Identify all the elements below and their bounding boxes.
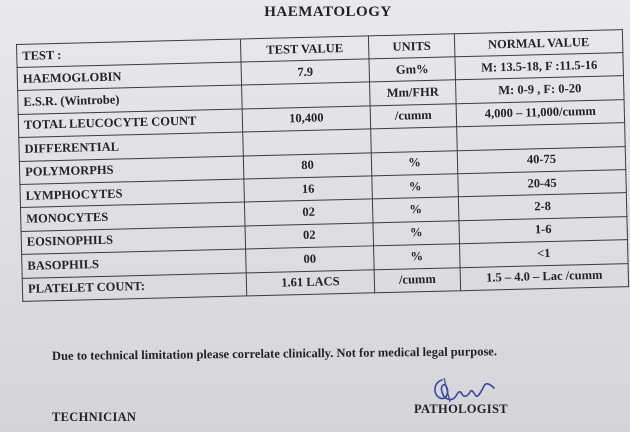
test-value-cell: 02 (244, 199, 373, 226)
header-units: UNITS (368, 34, 455, 59)
normal-value-cell: 20-45 (458, 170, 627, 197)
disclaimer-note: Due to technical limitation please correlate clinically. Not for medical legal purpose. (51, 344, 498, 363)
unit-cell: Gm% (369, 57, 456, 82)
normal-value-cell: M: 13.5-18, F :11.5-16 (455, 53, 624, 80)
test-name-cell: TOTAL LEUCOCYTE COUNT (18, 109, 243, 138)
normal-value-cell: 1-6 (459, 216, 628, 243)
unit-cell: /cumm (374, 267, 461, 293)
unit-cell (371, 127, 458, 152)
haematology-table (16, 29, 629, 302)
test-name-cell: MONOCYTES (21, 202, 246, 231)
test-value-cell: 02 (245, 223, 374, 250)
unit-cell: % (374, 244, 461, 269)
technician-label: TECHNICIAN (52, 410, 137, 424)
test-name-cell: EOSINOPHILS (21, 226, 246, 255)
test-value-cell (242, 82, 371, 109)
header-test: TEST : (17, 39, 241, 67)
test-name-cell: DIFFERENTIAL (19, 132, 244, 161)
test-value-cell: 00 (246, 246, 375, 273)
normal-value-cell: <1 (460, 240, 629, 267)
test-value-cell (243, 129, 372, 156)
test-value-cell: 16 (244, 176, 373, 203)
unit-cell: /cumm (370, 104, 457, 129)
test-name-cell: HAEMOGLOBIN (17, 62, 242, 91)
pathologist-label: PATHOLOGIST (414, 402, 508, 416)
unit-cell: Mm/FHR (370, 80, 457, 105)
normal-value-cell: 1.5 – 4.0 – Lac /cumm (460, 263, 629, 291)
normal-value-cell: 4,000 – 11,000/cumm (456, 99, 625, 126)
header-test-value: TEST VALUE (240, 36, 369, 62)
unit-cell: % (372, 174, 459, 199)
test-value-cell: 7.9 (241, 59, 370, 86)
table-body (17, 53, 629, 302)
normal-value-cell: 2-8 (458, 193, 627, 220)
test-value-cell: 80 (243, 152, 372, 179)
test-value-cell: 10,400 (242, 106, 371, 133)
test-name-cell: LYMPHOCYTES (20, 179, 245, 208)
test-name-cell: POLYMORPHS (19, 156, 244, 185)
report-title: HAEMATOLOGY (264, 4, 392, 20)
unit-cell: % (372, 197, 459, 222)
test-value-cell: 1.61 LACS (246, 269, 375, 296)
test-name-cell: BASOPHILS (22, 249, 247, 278)
normal-value-cell: 40-75 (457, 146, 626, 173)
unit-cell: % (371, 150, 458, 175)
normal-value-cell: M: 0-9 , F: 0-20 (456, 76, 625, 103)
header-normal-value: NORMAL VALUE (454, 30, 623, 57)
test-name-cell: E.S.R. (Wintrobe) (18, 85, 243, 114)
unit-cell: % (373, 220, 460, 245)
test-name-cell: PLATELET COUNT: (22, 272, 247, 301)
